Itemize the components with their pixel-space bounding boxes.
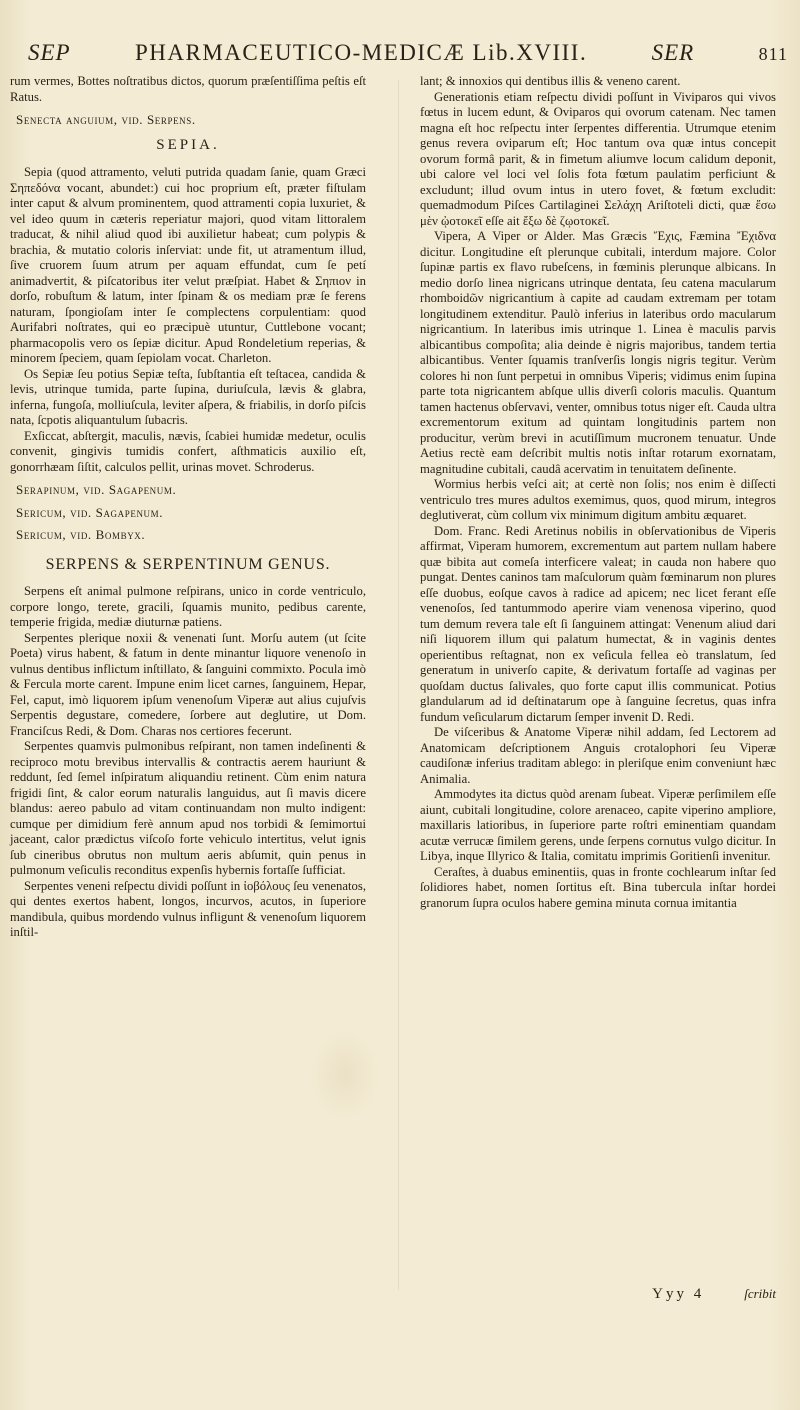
- entry-sericum: Sericum, vid. Sagapenum.: [16, 504, 164, 520]
- page-footer: [420, 1286, 776, 1303]
- paragraph: Serpentes veneni reſpectu dividi poſſunt in ἰοβόλους ſeu venenatos, qui dentes exertos habent, longos, incurvos, acutos, in ſuperiore mandibula, quibus mordendo vulnus infligunt & venenoſum liquorem inſtil-: [10, 878, 366, 939]
- signature-mark: Yyy 4: [652, 1286, 705, 1302]
- paragraph: Serpentes quamvis pulmonibus reſpirant, non tamen indeſinenti & reciproco motu brevibus intervallis & contractis aerem hauriunt & reddunt, ſed ſemel inſpiratum aliquandiu retinent. Cùm enim natura frigidi ſint, & calor eorum naturalis languidus, aut ſi mavis dicere blandus: aereo pabulo ad vitam continuandam non multo indigent: cumque per dimidium ferè annum apud nos torbidi & ſemimortui jaceant, calor prædictus viſcoſo forte vehiculo intertitus, velut ignis ſub cineribus obrutus non multum aeris abſumit, quin penus in pulmonum veſiculis reconditus expenſis hybernis fortaſſe ſufficiat.: [10, 739, 366, 877]
- paragraph: Serpentes plerique noxii & venenati ſunt. Morſu autem (ut ſcite Poeta) virus habent, & fatum in dente minantur liquore venenoſo in vulnus dentibus inflictum inſtillato, & ſanguini commixto. Pocula imò & Fercula morte carent. Impune enim licet carnes, ſanguinem, Hepar, Fel, caput, imò liquorem ipſum venenoſum Viperæ aut alius cujuſvis Serpentis degustare, comedere, ſorbere aut deglutire, ut Dom. Franciſcus Redi, & Dom. Charas nos certiores fecerunt.: [10, 630, 366, 738]
- paper-stain: [310, 1030, 380, 1120]
- paragraph-vipera: Vipera, A Viper or Alder. Mas Græcis Ἔχις, Fæmina Ἔχιδνα dicitur. Longitudine eſt plerunque cubitali, interdum majore. Color ſupinæ partis ex flavo rubeſcens, in fœminis plerunque albicans. In medio dorſo linea nigricans utrinque dentata, ſeu catena macularum rhomboidῶν nigricantium à capite ad caudam extremam per totam longitudinem extenditur. Paulò inferius in lateribus ordo macularum nigricantium. In lateribus imis utrinque 1. Linea è maculis parvis albicantibus compoſita; alia deinde è nigris majoribus, tandem tertia albicantibus. Venter ſquamis tranſverſis longis nigris tegitur. Verùm colores hi non ſunt perpetui in omnibus Viperis; vidimus enim ſupina parte tota nigricantem abſque ullis diverſi coloris maculis. Quantum tamen hactenus obſervavi, venter, omnibus totus niger eſt. Cauda ultra excrementorum exitum ad quintam longitudinis partem non producitur, verùm brevi in acutiſſimum mucronem tenuatur. Unde Aetius rectè eam deſcribit multis notis inſtar rotarum exornatam, magnitudine cubitali, caudâ acervatim in tenuitatem deſinente.: [420, 229, 776, 476]
- paragraph: Sepia (quod attramento, veluti putrida quadam ſanie, quam Græci Σηπεδόνα vocant, abundet:) cui hoc proprium eſt, præter fiſtulam inter caput & alvum prominentem, quod attramenti copia luxuriet, & vel ideo quum in cæteris reperiatur majori, quod vitam littoralem traducat, & nihil aliud quod ibi auxilietur habeat; cum polypis & brachia, & mutatio coloris inſerviat: unde fit, ut atramentum illud, ſive cruorem ſuum atrum per aquam effundat, cum ſe petí animadvertit, & piſcatoribus iter velut præſpiat. Habet & Σηπιον in dorſo, robuſtum & latum, inter ſpinam & os mediam præ ſe ferens naturam, ſpongioſam inter ſe complectens corpulentiam: quod Aurifabri noſtrates, qui eo præcipuè utuntur, Cuttlebone vocant; pharmacopolis vero os ſepiæ dicitur. Apud Rondeletium reperias, & minorem ſpeciem, quam ſepiolam vocat. Charleton.: [10, 165, 366, 365]
- right-column: [420, 74, 776, 911]
- page-number: 811: [758, 44, 788, 64]
- entry-serapinum: Serapinum, vid. Sagapenum.: [16, 482, 177, 497]
- left-column: [10, 74, 366, 941]
- catchword: ſcribit: [744, 1286, 776, 1301]
- paragraph-cerastes: Ceraſtes, à duabus eminentiis, quas in fronte cochlearum inſtar ſed ſolidiores habet, nomen ſortitus eſt. Bina tubercula inſtar hordei granorum ſupra oculos habere gemina minuta cornua imitantia: [420, 864, 776, 910]
- paragraph: Wormius herbis veſci ait; at certè non ſolis; nos enim è diſſecti ventriculo tres mures adultos exemimus, quos, quod mirum, integros deglutiverat, cùm collum vix minimum digitum ambitu æquaret.: [420, 477, 776, 522]
- paragraph: Generationis etiam reſpectu dividi poſſunt in Viviparos qui vivos fœtus in lucem edunt, & Oviparos qui ovorum catenam. Nec tamen magna eſt hoc reſpectu inter ſerpentes differentia. Utrumque etenim genus revera oviparum eſt; Hoc tantum ova quæ intus concepit ovorum formâ parit, & in fimetum aliumve locum calidum deponit, ubi calore vel loci vel ſolis fota fœtum paulatim perficiunt & excludunt; illud ovum intus in utero fovet, & fœtum excludit: quemadmodum Piſces Cartilaginei Σελάχη Ariſtoteli dicti, quæ ἔσω μὲν ᾠοτοκεῖ eſſe ait ἔξω δὲ ζῳοτοκεῖ.: [420, 89, 776, 228]
- paragraph: Os Sepiæ ſeu potius Sepiæ teſta, ſubſtantia eſt teſtacea, candida & levis, utrinque tumida, parte ſupina, duriuſcula, lævis & glabra, inferna, fungoſa, molliuſcula, leviter aſpera, & friabilis, in dorſo piſcis nata, ſcpotis aliquantulum ſubacris.: [10, 366, 366, 427]
- running-header: [28, 40, 788, 76]
- column-gutter: [398, 80, 399, 1290]
- paragraph: Exſiccat, abſtergit, maculis, nævis, ſcabiei humidæ medetur, oculis convenit, gingivis tumidis confert, aſthmaticis auxilio eſt, gonorrhæam ſiſtit, calculos pellit, urinas movet. Schroderus.: [10, 428, 366, 474]
- page-title: PHARMACEUTICO-MEDICÆ Lib.XVIII.: [135, 40, 588, 65]
- paragraph: lant; & innoxios qui dentibus illis & veneno carent.: [420, 74, 681, 88]
- paragraph-ammodytes: Ammodytes ita dictus quòd arenam ſubeat. Viperæ perſimilem eſſe aiunt, cubitali longitudine, colore arenaceo, capite viperino ampliore, maxillaris latioribus, in ſuperiore parte roſtri eminentiam quandam acutæ verrucæ ſimilem gerens, unde ſerpens cornutus vulgo dicitur. In Libya, inque Illyrico & Italia, comitatu imprimis Goritienſi invenitur.: [420, 787, 776, 863]
- paragraph: rum vermes, Bottes noſtratibus dictos, quorum præſentiſſima peſtis eſt Ratus.: [10, 74, 366, 104]
- paragraph: Dom. Franc. Redi Aretinus nobilis in obſervationibus de Viperis affirmat, Viperam humorem, excrementum aut partem nullam habere quæ bibita aut comeſa interficere valeat; in cauda non habere quo pungat. Dentes caninos tam maſculorum quàm fœminarum non plures eſſe duobus, eoſque cavos à radice ad apicem; nec licet ferant eſſe venenoſos, ſed tantummodo aperire viam venenosa viperino, quod tum demum revera tale eſt ſi ſanguinem attingat: Venenum aliud dari niſi liquorem illum qui palatum humectat, & in vaginis dentes operientibus reſtagnat, non ex veſicula fellea eò translatum, ſed generatum in univerſo capite, & derivatum fortaſſe ad vaginas per quoſdam ductus ſalivales, quo forte caput illis communicat. Potius glandularum ad id deſtinatarum ope à ſanguine ſecretus, quas infra fundum veſicularum dictarum ſemper invenit D. Redi.: [420, 523, 776, 724]
- paragraph: De viſceribus & Anatome Viperæ nihil addam, ſed Lectorem ad Anatomicam deſcriptionem Anguis crotalophori ſeu Viperæ caudiſonæ inferius traditam ablego: in pleriſque enim conveniunt hæc Animalia.: [420, 725, 776, 786]
- running-head-right: SER: [651, 40, 695, 65]
- running-head-left: SEP: [28, 40, 71, 65]
- heading-serpens: SERPENS & SERPENTINUM GENUS.: [45, 555, 331, 573]
- heading-sepia: SEPIA.: [156, 136, 220, 153]
- entry-sericum-bombyx: Sericum, vid. Bombyx.: [16, 527, 146, 542]
- entry-senecta: Senecta anguium, vid. Serpens.: [16, 112, 196, 127]
- paragraph: Serpens eſt animal pulmone reſpirans, unico in corde ventriculo, corpore longo, terete, gracili, ſquamis munito, pedibus carente, temperie frigida, mediæ diuturnæ patiens.: [10, 584, 366, 629]
